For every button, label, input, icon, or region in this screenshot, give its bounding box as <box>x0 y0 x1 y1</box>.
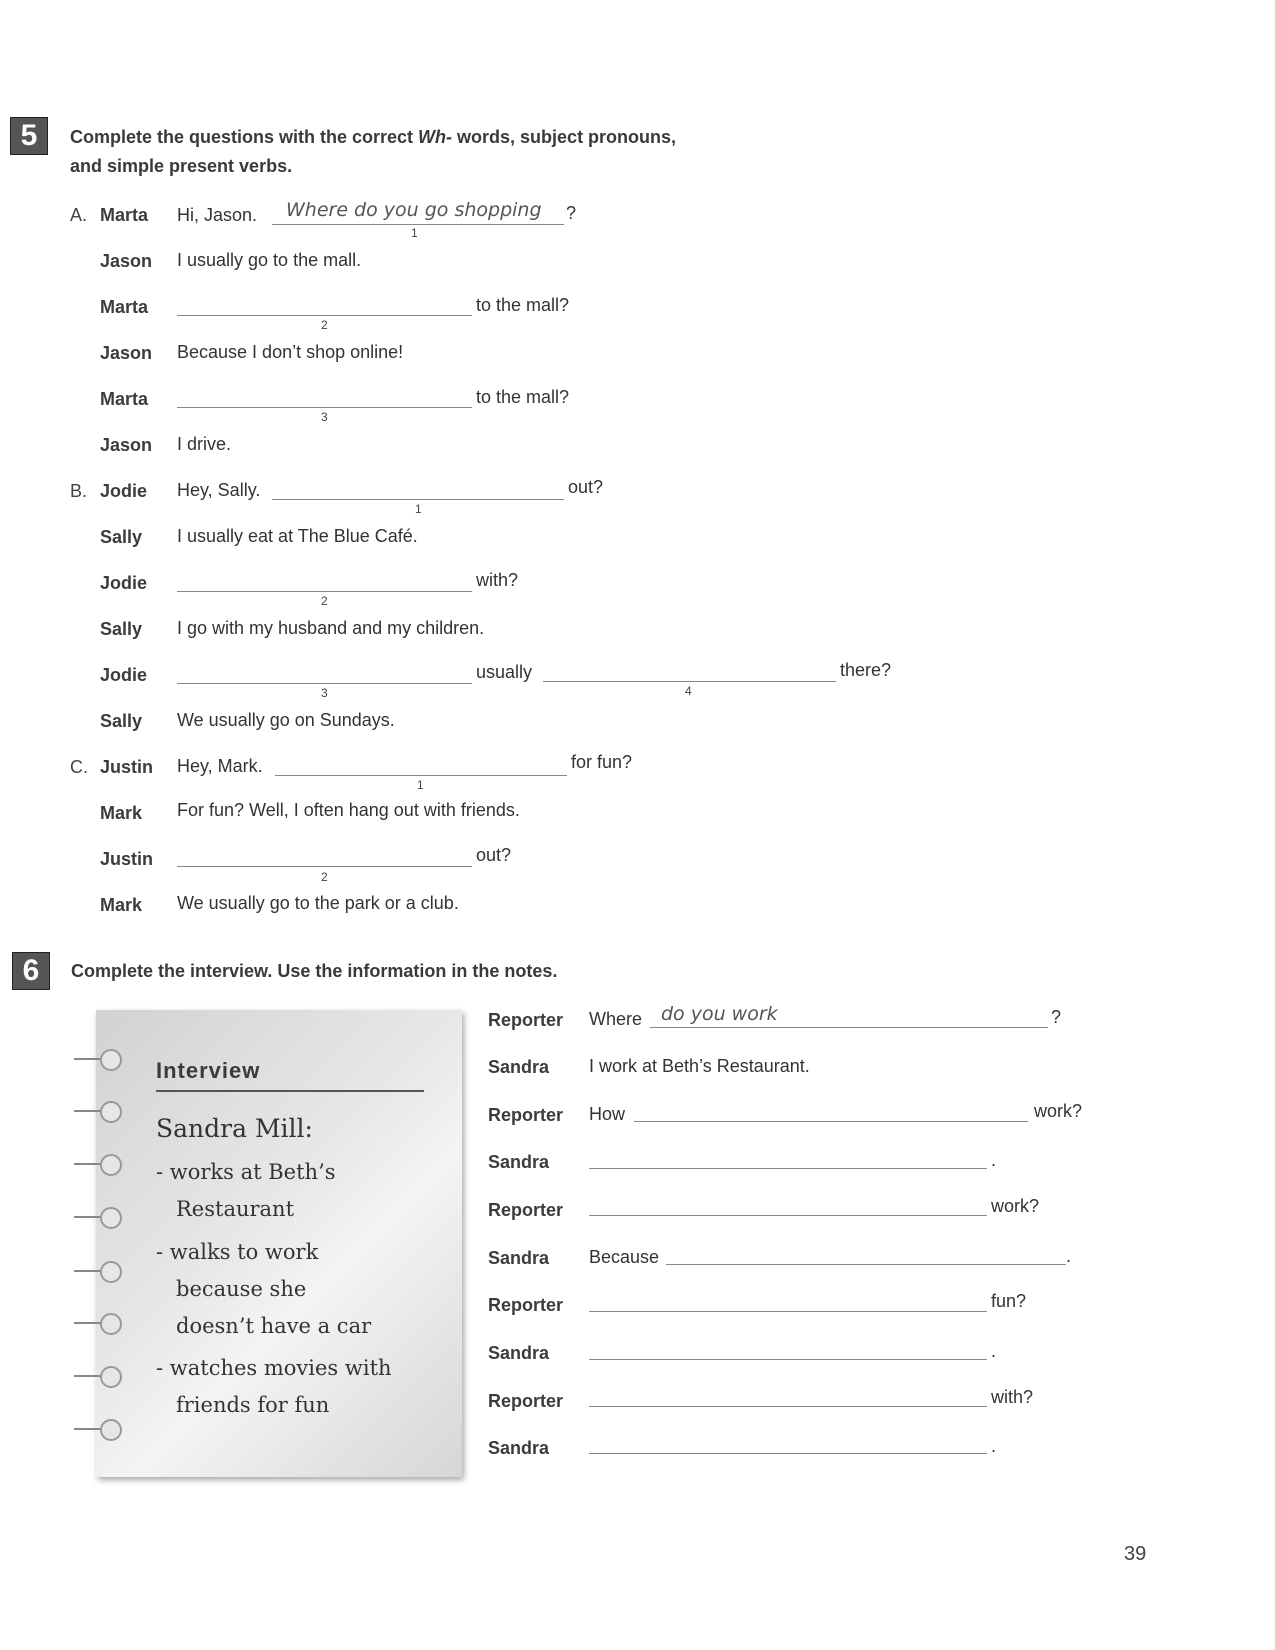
dialogue-text: We usually go to the park or a club. <box>177 893 459 913</box>
speaker: Reporter <box>488 1200 564 1220</box>
sentence-end: . <box>991 1150 997 1170</box>
dialogue-text: I go with my husband and my children. <box>177 618 485 638</box>
speaker: Sandra <box>488 1343 550 1363</box>
answer-blank[interactable] <box>275 775 567 776</box>
notepad-title: Interview <box>156 1058 261 1083</box>
spiral-ring <box>74 1375 118 1377</box>
interview-notepad <box>96 1010 462 1477</box>
blank-number: 2 <box>321 870 328 884</box>
dialogue-text: For fun? Well, I often hang out with friends. <box>177 800 520 820</box>
spiral-ring <box>74 1216 118 1218</box>
speaker: Sandra <box>488 1057 550 1077</box>
blank-number: 2 <box>321 594 328 608</box>
speaker: Mark <box>100 803 143 823</box>
spiral-ring <box>74 1110 118 1112</box>
exercise-5-instructions <box>70 123 676 181</box>
speaker: Reporter <box>488 1010 564 1030</box>
notepad-title-rule <box>156 1090 424 1092</box>
speaker: Jodie <box>100 665 148 685</box>
answer-blank[interactable] <box>177 315 472 316</box>
spiral-ring <box>74 1163 118 1165</box>
answer-blank[interactable] <box>543 681 836 682</box>
speaker: Jason <box>100 435 153 455</box>
question-end: out? <box>568 477 604 497</box>
answer-blank[interactable] <box>177 407 472 408</box>
instr-part-2: words, subject pronouns, <box>452 127 677 147</box>
dialogue-text: I work at Beth’s Restaurant. <box>589 1056 810 1076</box>
answer-blank[interactable] <box>666 1264 1066 1265</box>
spiral-ring <box>74 1322 118 1324</box>
speaker: Marta <box>100 389 149 409</box>
dialogue-text: I usually go to the mall. <box>177 250 362 270</box>
dialogue-text: I drive. <box>177 434 232 454</box>
speaker: Jodie <box>100 573 148 593</box>
question-end: to the mall? <box>476 295 570 315</box>
question-end: ? <box>1051 1007 1062 1027</box>
answer-blank[interactable] <box>589 1453 987 1454</box>
blank-number: 1 <box>417 778 424 792</box>
note-line: because she <box>176 1277 307 1301</box>
answer-blank[interactable] <box>272 499 564 500</box>
answer-blank[interactable] <box>589 1311 987 1312</box>
speaker: Jodie <box>100 481 148 501</box>
section-b-letter: B. <box>70 481 88 501</box>
speaker: Sandra <box>488 1248 550 1268</box>
sentence-end: . <box>991 1436 997 1456</box>
note-line: Restaurant <box>176 1197 295 1221</box>
speaker: Jason <box>100 343 153 363</box>
answer-blank[interactable] <box>589 1168 987 1169</box>
blank-number: 3 <box>321 410 328 424</box>
note-line: - works at Beth’s <box>156 1160 336 1184</box>
dialogue-text: I usually eat at The Blue Café. <box>177 526 418 546</box>
dialogue-text: Hey, Sally. <box>177 480 261 500</box>
speaker: Reporter <box>488 1105 564 1125</box>
blank-number: 2 <box>321 318 328 332</box>
dialogue-text: Hi, Jason. <box>177 205 258 225</box>
answer-blank[interactable] <box>589 1215 987 1216</box>
dialogue-text: Hey, Mark. <box>177 756 263 776</box>
dialogue-text: Because I don’t shop online! <box>177 342 404 362</box>
blank-number: 1 <box>415 502 422 516</box>
exercise-6-badge: 6 <box>12 952 50 990</box>
spiral-ring <box>74 1428 118 1430</box>
exercise-5-badge: 5 <box>10 117 48 155</box>
question-end: for fun? <box>571 752 633 772</box>
speaker: Sandra <box>488 1438 550 1458</box>
instr-part-1: Complete the questions with the correct <box>70 127 419 147</box>
example-answer: do you work <box>661 1003 778 1025</box>
speaker: Justin <box>100 849 154 869</box>
instr-wh: Wh- <box>418 127 453 147</box>
dialogue-text: Because <box>589 1247 660 1267</box>
speaker: Justin <box>100 757 154 777</box>
blank-number: 1 <box>411 226 418 240</box>
note-line: doesn’t have a car <box>176 1314 372 1338</box>
sentence-end: . <box>1066 1246 1072 1266</box>
spiral-ring <box>74 1058 118 1060</box>
answer-blank[interactable] <box>650 1027 1048 1028</box>
dialogue-text: usually <box>476 662 533 682</box>
speaker: Sally <box>100 619 143 639</box>
sentence-end: . <box>991 1341 997 1361</box>
question-end: work? <box>991 1196 1040 1216</box>
page-number: 39 <box>1124 1543 1147 1565</box>
question-end: out? <box>476 845 512 865</box>
speaker: Sally <box>100 527 143 547</box>
dialogue-text: Where <box>589 1009 643 1029</box>
dialogue-text: How <box>589 1104 626 1124</box>
question-end: with? <box>991 1387 1034 1407</box>
spiral-ring <box>74 1270 118 1272</box>
question-end: to the mall? <box>476 387 570 407</box>
answer-blank[interactable] <box>589 1359 987 1360</box>
question-end: with? <box>476 570 519 590</box>
example-answer: Where do you go shopping <box>286 199 542 221</box>
speaker: Reporter <box>488 1391 564 1411</box>
note-line: Sandra Mill: <box>156 1114 313 1143</box>
note-line: - watches movies with <box>156 1356 392 1380</box>
exercise-6-instructions: Complete the interview. Use the information in the notes. <box>71 961 558 981</box>
dialogue-text: We usually go on Sundays. <box>177 710 395 730</box>
blank-number: 4 <box>685 684 692 698</box>
note-line: friends for fun <box>176 1393 330 1417</box>
answer-blank[interactable] <box>177 591 472 592</box>
blank-number: 3 <box>321 686 328 700</box>
speaker: Reporter <box>488 1295 564 1315</box>
question-end: ? <box>566 203 577 223</box>
answer-blank[interactable] <box>589 1406 987 1407</box>
question-end: work? <box>1034 1101 1083 1121</box>
answer-blank[interactable] <box>177 683 472 684</box>
answer-blank[interactable] <box>634 1121 1028 1122</box>
instr-line-2: and simple present verbs. <box>70 156 293 176</box>
answer-blank[interactable] <box>177 866 472 867</box>
question-end: fun? <box>991 1291 1027 1311</box>
speaker: Marta <box>100 205 149 225</box>
answer-blank[interactable] <box>272 224 564 225</box>
section-c-letter: C. <box>70 757 88 777</box>
question-end: there? <box>840 660 892 680</box>
speaker: Sandra <box>488 1152 550 1172</box>
speaker: Marta <box>100 297 149 317</box>
speaker: Mark <box>100 895 143 915</box>
section-a-letter: A. <box>70 205 88 225</box>
note-line: - walks to work <box>156 1240 319 1264</box>
speaker: Jason <box>100 251 153 271</box>
speaker: Sally <box>100 711 143 731</box>
